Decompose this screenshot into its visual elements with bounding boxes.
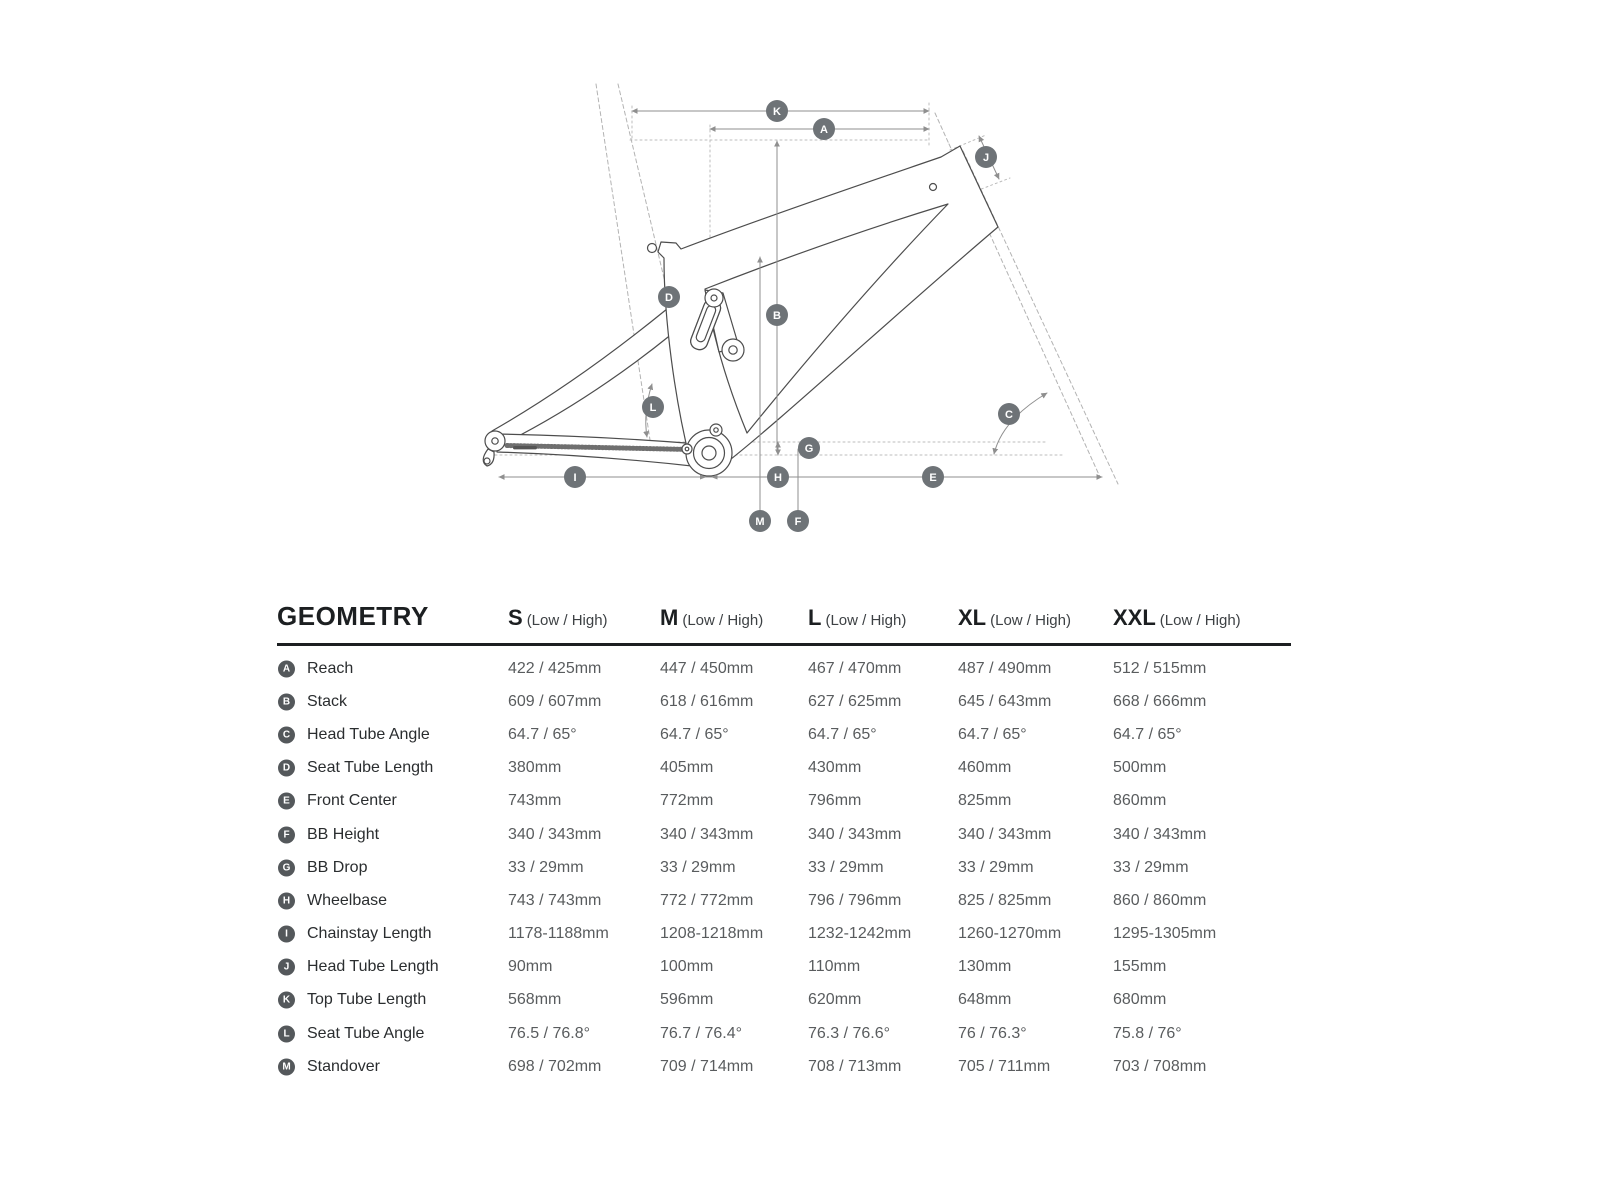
- value-xxl: 1295-1305mm: [1113, 925, 1217, 943]
- value-xxl: 64.7 / 65°: [1113, 725, 1182, 743]
- row-label: Chainstay Length: [307, 925, 432, 943]
- value-l: 110mm: [808, 958, 861, 976]
- value-xl: 340 / 343mm: [958, 825, 1052, 843]
- table-row: [277, 984, 1291, 1017]
- row-letter-badge: A: [278, 660, 295, 677]
- value-xl: 1260-1270mm: [958, 925, 1062, 943]
- value-s: 743 / 743mm: [508, 891, 602, 909]
- value-m: 447 / 450mm: [660, 659, 754, 677]
- value-s: 380mm: [508, 759, 562, 777]
- value-s: 90mm: [508, 958, 553, 976]
- value-xl: 487 / 490mm: [958, 659, 1052, 677]
- value-xxl: 155mm: [1113, 958, 1167, 976]
- table-row: [277, 1050, 1291, 1083]
- value-s: 743mm: [508, 792, 562, 810]
- diagram-marker-c: [998, 403, 1020, 425]
- size-suffix: (Low / High): [825, 612, 907, 629]
- seat-collar-bolt: [648, 244, 657, 253]
- value-xl: 825mm: [958, 792, 1012, 810]
- value-xl: 705 / 711mm: [958, 1057, 1051, 1075]
- table-row: [277, 918, 1291, 951]
- size-suffix: (Low / High): [990, 612, 1071, 629]
- value-xxl: 500mm: [1113, 759, 1167, 777]
- svg-text:J: J: [982, 151, 990, 164]
- svg-text:E: E: [929, 471, 937, 484]
- row-label: Reach: [307, 659, 354, 677]
- row-label: Head Tube Length: [307, 958, 439, 976]
- row-letter-badge: D: [278, 760, 295, 777]
- row-label: BB Drop: [307, 858, 368, 876]
- diagram-marker-e: [922, 466, 944, 488]
- header-divider: [277, 643, 1291, 646]
- value-m: 340 / 343mm: [660, 825, 754, 843]
- column-header-xxl: [1113, 605, 1241, 631]
- svg-text:B: B: [773, 309, 781, 322]
- svg-text:C: C: [1005, 408, 1013, 421]
- row-letter-badge: H: [278, 892, 295, 909]
- row-letter-badge: E: [278, 793, 295, 810]
- table-row: [277, 851, 1291, 884]
- row-letter-badge: C: [278, 726, 295, 743]
- diagram-marker-k: [766, 100, 788, 122]
- diagram-marker-j: [975, 146, 997, 168]
- row-letter-badge: I: [278, 926, 295, 943]
- value-s: 1178-1188mm: [508, 925, 609, 943]
- table-row: [277, 685, 1291, 718]
- svg-text:A: A: [820, 123, 828, 136]
- value-xl: 76 / 76.3°: [958, 1024, 1027, 1042]
- value-l: 708 / 713mm: [808, 1057, 902, 1075]
- row-letter-badge: K: [278, 992, 295, 1009]
- size-suffix: (Low / High): [682, 612, 764, 629]
- value-l: 430mm: [808, 759, 862, 777]
- row-label: BB Height: [307, 825, 380, 843]
- size-suffix: (Low / High): [1159, 612, 1241, 629]
- value-s: 33 / 29mm: [508, 858, 584, 876]
- row-letter-badge: L: [278, 1025, 295, 1042]
- table-rows: [277, 652, 1291, 1083]
- value-xxl: 860mm: [1113, 792, 1167, 810]
- row-label: Top Tube Length: [307, 991, 427, 1009]
- diagram-marker-l: [642, 396, 664, 418]
- value-xl: 645 / 643mm: [958, 692, 1052, 710]
- value-xxl: 668 / 666mm: [1113, 692, 1207, 710]
- value-l: 64.7 / 65°: [808, 725, 877, 743]
- size-label: XXL: [1113, 605, 1156, 630]
- value-m: 772mm: [660, 792, 714, 810]
- column-header-l: [808, 605, 906, 631]
- diagram-marker-g: [798, 437, 820, 459]
- value-l: 620mm: [808, 991, 862, 1009]
- value-m: 1208-1218mm: [660, 925, 764, 943]
- table-row: [277, 818, 1291, 851]
- row-letter-badge: F: [278, 826, 295, 843]
- value-m: 709 / 714mm: [660, 1057, 754, 1075]
- value-l: 627 / 625mm: [808, 692, 902, 710]
- diagram-marker-d: [658, 286, 680, 308]
- bottom-bracket: [686, 430, 732, 476]
- row-label: Seat Tube Length: [307, 759, 434, 777]
- size-label: S: [508, 605, 523, 630]
- value-s: 698 / 702mm: [508, 1057, 602, 1075]
- value-xxl: 680mm: [1113, 991, 1167, 1009]
- value-xxl: 33 / 29mm: [1113, 858, 1189, 876]
- value-s: 76.5 / 76.8°: [508, 1024, 591, 1042]
- table-row: [277, 752, 1291, 785]
- frame-drawing: [483, 146, 998, 476]
- value-xxl: 75.8 / 76°: [1113, 1024, 1182, 1042]
- value-l: 796mm: [808, 792, 862, 810]
- value-xxl: 703 / 708mm: [1113, 1057, 1207, 1075]
- svg-text:D: D: [665, 291, 673, 304]
- size-label: L: [808, 605, 822, 630]
- svg-text:F: F: [794, 515, 802, 528]
- diagram-marker-b: [766, 304, 788, 326]
- table-row: [277, 951, 1291, 984]
- diagram-marker-f: [787, 510, 809, 532]
- diagram-marker-m: [749, 510, 771, 532]
- value-m: 33 / 29mm: [660, 858, 736, 876]
- value-xxl: 340 / 343mm: [1113, 825, 1207, 843]
- value-xxl: 512 / 515mm: [1113, 659, 1207, 677]
- value-m: 64.7 / 65°: [660, 725, 729, 743]
- svg-text:H: H: [774, 471, 782, 484]
- chainstay-logo: [513, 446, 537, 449]
- table-row: [277, 884, 1291, 917]
- value-m: 772 / 772mm: [660, 891, 754, 909]
- row-label: Front Center: [307, 792, 397, 810]
- svg-text:G: G: [804, 442, 814, 455]
- diagram-marker-a: [813, 118, 835, 140]
- value-xl: 33 / 29mm: [958, 858, 1034, 876]
- cable-port: [930, 184, 937, 191]
- svg-text:L: L: [649, 401, 657, 414]
- value-m: 596mm: [660, 991, 714, 1009]
- value-m: 100mm: [660, 958, 714, 976]
- value-m: 76.7 / 76.4°: [660, 1024, 743, 1042]
- value-s: 609 / 607mm: [508, 692, 602, 710]
- value-s: 64.7 / 65°: [508, 725, 577, 743]
- value-m: 405mm: [660, 759, 714, 777]
- table-title: GEOMETRY: [277, 601, 429, 631]
- row-label: Standover: [307, 1057, 380, 1075]
- table-row: [277, 652, 1291, 685]
- column-header-s: [508, 605, 608, 631]
- row-letter-badge: G: [278, 859, 295, 876]
- value-xl: 460mm: [958, 759, 1012, 777]
- table-row: [277, 718, 1291, 751]
- value-l: 340 / 343mm: [808, 825, 902, 843]
- value-l: 1232-1242mm: [808, 925, 912, 943]
- bike-geometry-diagram: [440, 70, 1140, 540]
- value-xl: 648mm: [958, 991, 1012, 1009]
- row-label: Head Tube Angle: [307, 725, 430, 743]
- value-l: 796 / 796mm: [808, 891, 902, 909]
- diagram-marker-i: [564, 466, 586, 488]
- column-header-m: [660, 605, 763, 631]
- size-label: XL: [958, 605, 987, 630]
- table-header: [277, 598, 1291, 632]
- value-s: 422 / 425mm: [508, 659, 602, 677]
- value-xl: 64.7 / 65°: [958, 725, 1027, 743]
- value-m: 618 / 616mm: [660, 692, 754, 710]
- value-xl: 130mm: [958, 958, 1012, 976]
- value-s: 340 / 343mm: [508, 825, 602, 843]
- row-letter-badge: B: [278, 693, 295, 710]
- table-row: [277, 785, 1291, 818]
- table-row: [277, 1017, 1291, 1050]
- row-label: Wheelbase: [307, 891, 388, 909]
- value-l: 33 / 29mm: [808, 858, 884, 876]
- svg-text:I: I: [573, 471, 577, 484]
- row-letter-badge: M: [278, 1058, 295, 1075]
- value-xl: 825 / 825mm: [958, 891, 1052, 909]
- diagram-marker-h: [767, 466, 789, 488]
- value-l: 76.3 / 76.6°: [808, 1024, 891, 1042]
- seat-tube-axis-line: [596, 84, 650, 440]
- value-xxl: 860 / 860mm: [1113, 891, 1207, 909]
- dim-head-angle-arc: [994, 393, 1047, 454]
- size-suffix: (Low / High): [526, 612, 608, 629]
- row-label: Stack: [307, 692, 348, 710]
- value-s: 568mm: [508, 991, 562, 1009]
- size-label: M: [660, 605, 679, 630]
- svg-text:M: M: [755, 515, 765, 528]
- row-label: Seat Tube Angle: [307, 1024, 425, 1042]
- svg-text:K: K: [773, 105, 781, 118]
- column-header-xl: [958, 605, 1071, 631]
- row-letter-badge: J: [278, 959, 295, 976]
- value-l: 467 / 470mm: [808, 659, 902, 677]
